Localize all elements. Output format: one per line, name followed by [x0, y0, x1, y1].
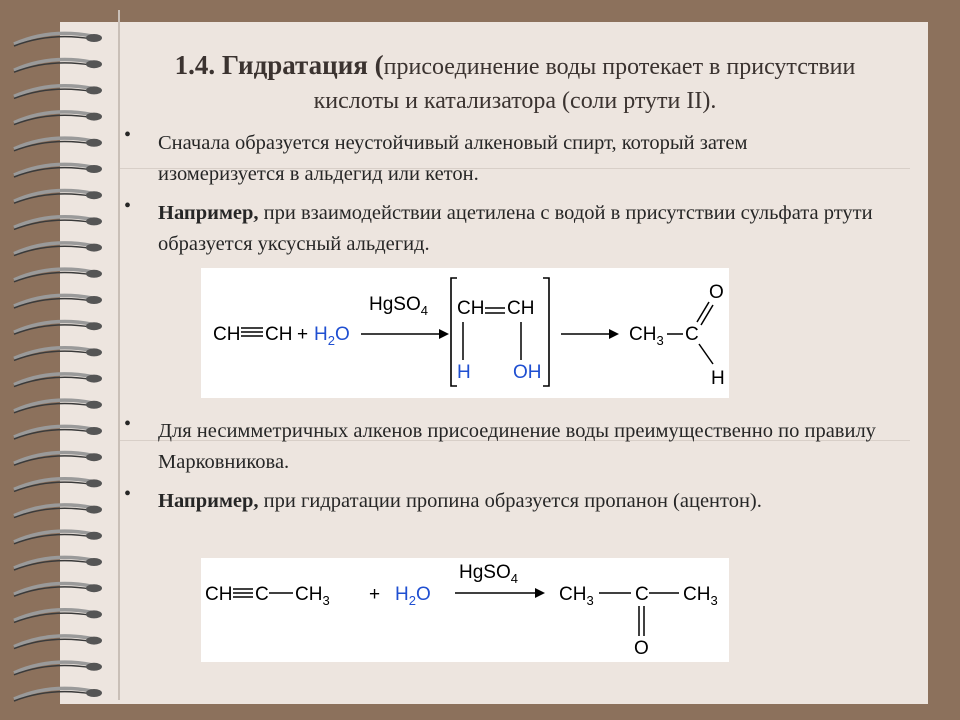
- eq2-r3: $CH_3$: [295, 584, 330, 608]
- bullet-1-text: Сначала образуется неустойчивый алкеновый спирт, который затем изомеризуется в альдегид или кетон.: [158, 132, 748, 185]
- eq2-r1: CH: [205, 584, 233, 605]
- spiral-hole: [86, 113, 102, 121]
- spiral-hole: [86, 191, 102, 199]
- spiral-hole: [86, 270, 102, 278]
- eq2-p3: $CH_3$: [683, 584, 718, 608]
- eq2-p2: C: [635, 584, 649, 605]
- eq1-product-o: O: [709, 282, 724, 303]
- bullet-1: [158, 128, 878, 190]
- spiral-binding: [0, 0, 110, 720]
- spiral-hole: [86, 60, 102, 68]
- spiral-hole: [86, 663, 102, 671]
- bullet-4: [158, 486, 878, 517]
- eq2-r2: C: [255, 584, 269, 605]
- title-normal: присоединение воды протекает в присутствии: [383, 54, 856, 80]
- eq1-reactant1: CH: [213, 324, 241, 345]
- eq1-water: $H_2O$: [314, 324, 350, 348]
- spiral-hole: [86, 217, 102, 225]
- spiral-hole: [86, 584, 102, 592]
- bullet-4-bold: Например,: [158, 490, 259, 512]
- bullet-3: [158, 416, 878, 478]
- eq1-reactant1b: CH: [265, 324, 293, 345]
- eq1-product-ch3: $CH_3$: [629, 324, 664, 348]
- eq1-product-h: H: [711, 368, 725, 389]
- bullet-2-text: при взаимодействии ацетилена с водой в присутствии сульфата ртути образуется уксусный альдегид.: [158, 202, 873, 255]
- page-title: [120, 48, 910, 118]
- spiral-hole: [86, 479, 102, 487]
- title-bold: 1.4. Гидратация (: [174, 50, 384, 80]
- eq1-plus: +: [297, 324, 309, 345]
- spiral-hole: [86, 165, 102, 173]
- bullet-3-text: Для несимметричных алкенов присоединение воды преимущественно по правилу Марковникова.: [158, 420, 876, 473]
- spiral-hole: [86, 453, 102, 461]
- spiral-hole: [86, 427, 102, 435]
- spiral-hole: [86, 637, 102, 645]
- eq1-inter-oh: OH: [513, 362, 542, 383]
- equation-acetylene: [201, 268, 729, 398]
- eq2-p1: $CH_3$: [559, 584, 594, 608]
- spiral-hole: [86, 532, 102, 540]
- eq2-catalyst: HgSO$_4$: [459, 562, 518, 586]
- eq2-water: $H_2O$: [395, 584, 431, 608]
- bullet-dot: •: [124, 413, 132, 435]
- bullet-2: [158, 198, 878, 260]
- spiral-hole: [86, 348, 102, 356]
- bullet-dot: •: [124, 124, 132, 146]
- eq1-product-c: C: [685, 324, 699, 345]
- spiral-hole: [86, 296, 102, 304]
- eq2-p-o: O: [634, 638, 649, 659]
- spiral-hole: [86, 322, 102, 330]
- title-line2: кислоты и катализатора (соли ртути II).: [313, 88, 717, 114]
- eq1-catalyst: HgSO$_4$: [369, 294, 428, 318]
- eq1-inter-c1: CH: [457, 298, 485, 319]
- spiral-hole: [86, 34, 102, 42]
- spiral-hole: [86, 375, 102, 383]
- spiral-hole: [86, 244, 102, 252]
- eq1-inter-h: H: [457, 362, 471, 383]
- bullet-4-text: при гидратации пропина образуется пропанон (ацентон).: [258, 490, 762, 512]
- eq1-inter-c2: CH: [507, 298, 535, 319]
- bullet-dot: •: [124, 483, 132, 505]
- spiral-hole: [86, 610, 102, 618]
- spiral-hole: [86, 139, 102, 147]
- bullet-2-bold: Например,: [158, 202, 259, 224]
- spiral-hole: [86, 86, 102, 94]
- spiral-hole: [86, 558, 102, 566]
- spiral-hole: [86, 689, 102, 697]
- spiral-hole: [86, 401, 102, 409]
- equation-propyne: [201, 558, 729, 662]
- spiral-hole: [86, 506, 102, 514]
- bullet-dot: •: [124, 195, 132, 217]
- eq2-plus: +: [369, 584, 381, 605]
